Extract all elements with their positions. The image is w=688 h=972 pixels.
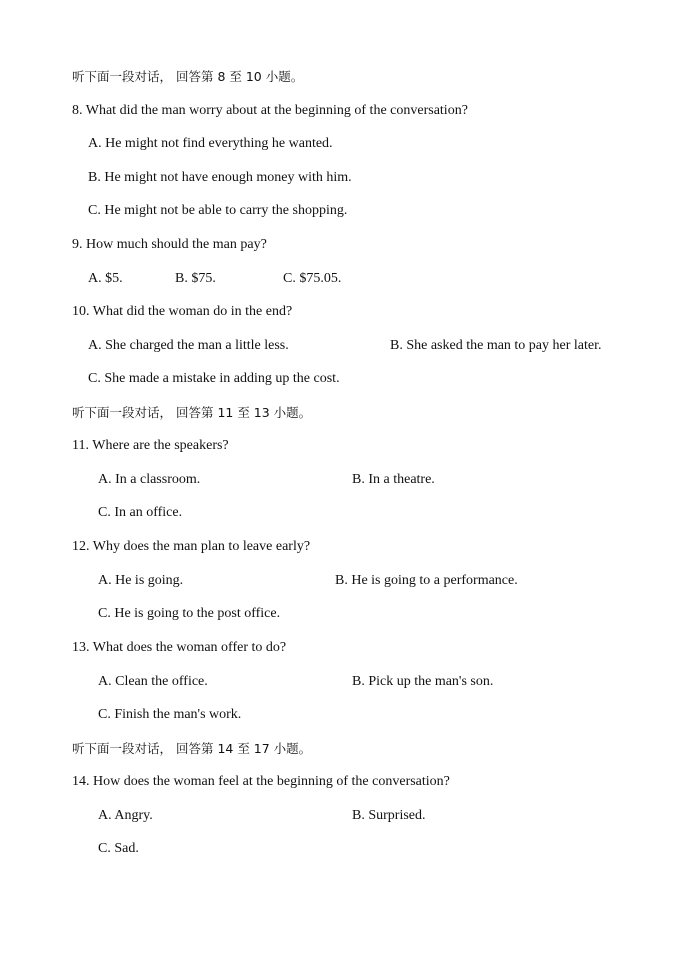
option-a: A. He is going. [98,573,184,588]
question-stem: 12. Why does the man plan to leave early? [72,539,311,554]
option-b: B. He is going to a performance. [335,573,518,588]
section-header: 听下面一段对话， 回答第 14 至 17 小题。 [72,741,312,756]
option-c: C. Finish the man's work. [98,707,242,722]
option-b: B. $75. [175,271,216,286]
option-c: C. He might not be able to carry the shopping. [88,203,348,218]
question-stem: 13. What does the woman offer to do? [72,640,287,655]
option-b: B. In a theatre. [352,472,435,487]
option-a: A. Angry. [98,808,153,823]
option-c: C. He is going to the post office. [98,606,281,621]
question-stem: 11. Where are the speakers? [72,438,229,453]
option-b: B. Surprised. [352,808,426,823]
section-header: 听下面一段对话， 回答第 8 至 10 小题。 [72,69,304,84]
option-b: B. Pick up the man's son. [352,674,494,689]
option-b: B. He might not have enough money with him. [88,170,352,185]
option-a: A. He might not find everything he wanted. [88,136,333,151]
option-a: A. Clean the office. [98,674,208,689]
question-stem: 8. What did the man worry about at the beginning of the conversation? [72,103,468,118]
option-a: A. She charged the man a little less. [88,338,289,353]
option-c: C. She made a mistake in adding up the cost. [88,371,340,386]
option-c: C. $75.05. [283,271,342,286]
option-b: B. She asked the man to pay her later. [390,338,602,353]
question-stem: 9. How much should the man pay? [72,237,267,252]
question-stem: 10. What did the woman do in the end? [72,304,293,319]
option-c: C. In an office. [98,505,183,520]
option-c: C. Sad. [98,841,139,856]
option-a: A. In a classroom. [98,472,201,487]
section-header: 听下面一段对话， 回答第 11 至 13 小题。 [72,405,312,420]
option-a: A. $5. [88,271,123,286]
question-stem: 14. How does the woman feel at the beginning of the conversation? [72,774,450,789]
